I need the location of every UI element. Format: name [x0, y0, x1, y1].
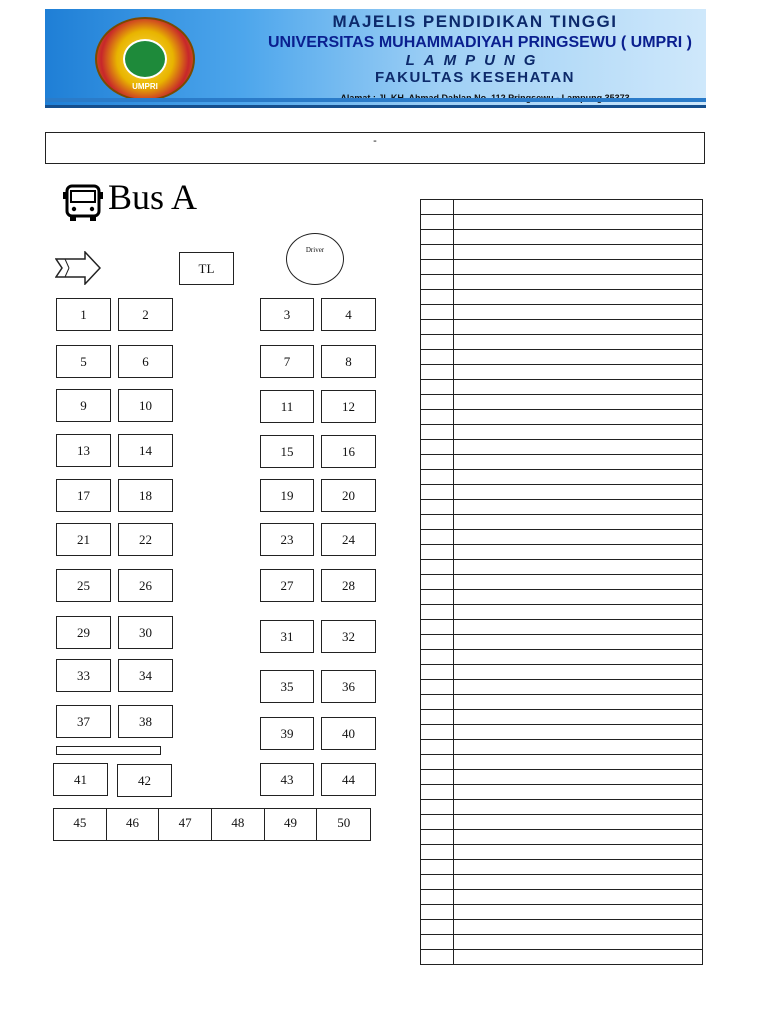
seat-37[interactable]: 37	[56, 705, 111, 738]
name-cell[interactable]	[454, 260, 703, 275]
seat-19[interactable]: 19	[260, 479, 314, 512]
seat-50[interactable]: 50	[337, 815, 351, 830]
name-cell[interactable]	[454, 230, 703, 245]
name-cell[interactable]	[454, 935, 703, 950]
number-cell[interactable]	[421, 545, 454, 560]
name-cell[interactable]	[454, 290, 703, 305]
table-row	[421, 695, 703, 710]
name-cell[interactable]	[454, 485, 703, 500]
seat-10[interactable]: 10	[118, 389, 173, 422]
header-line-4: FAKULTAS KESEHATAN	[374, 69, 576, 86]
table-row	[421, 515, 703, 530]
number-cell[interactable]	[421, 755, 454, 770]
number-cell[interactable]	[421, 860, 454, 875]
passenger-list-table	[420, 199, 703, 965]
number-cell[interactable]	[421, 680, 454, 695]
name-cell[interactable]	[454, 815, 703, 830]
seat-27[interactable]: 27	[260, 569, 314, 602]
number-cell[interactable]	[421, 950, 454, 965]
table-row	[421, 335, 703, 350]
name-cell[interactable]	[454, 950, 703, 965]
name-cell[interactable]	[454, 905, 703, 920]
number-cell[interactable]	[421, 725, 454, 740]
seat-5[interactable]: 5	[56, 345, 111, 378]
number-cell[interactable]	[421, 230, 454, 245]
seat-44[interactable]: 44	[321, 763, 376, 796]
name-cell[interactable]	[454, 920, 703, 935]
number-cell[interactable]	[421, 215, 454, 230]
name-cell[interactable]	[454, 440, 703, 455]
number-cell[interactable]	[421, 395, 454, 410]
table-row	[421, 485, 703, 500]
table-row	[421, 365, 703, 380]
name-cell[interactable]	[454, 350, 703, 365]
name-cell[interactable]	[454, 635, 703, 650]
name-cell[interactable]	[454, 650, 703, 665]
name-cell[interactable]	[454, 560, 703, 575]
seat-32[interactable]: 32	[321, 620, 376, 653]
name-cell[interactable]	[454, 395, 703, 410]
name-cell[interactable]	[454, 875, 703, 890]
seat-9[interactable]: 9	[56, 389, 111, 422]
table-row	[421, 245, 703, 260]
logo-emblem-icon	[123, 39, 167, 79]
back-row	[53, 808, 371, 841]
table-row	[421, 680, 703, 695]
seat-48[interactable]: 48	[212, 809, 265, 840]
name-cell[interactable]	[454, 725, 703, 740]
number-cell[interactable]	[421, 455, 454, 470]
seat-45[interactable]: 45	[54, 809, 107, 840]
table-row	[421, 935, 703, 950]
number-cell[interactable]	[421, 920, 454, 935]
door-bar	[56, 746, 161, 755]
name-cell[interactable]	[454, 710, 703, 725]
driver-seat: Driver	[286, 233, 344, 285]
seat-3[interactable]: 3	[260, 298, 314, 331]
seat-30[interactable]: 30	[118, 616, 173, 649]
seat-2[interactable]: 2	[118, 298, 173, 331]
number-cell[interactable]	[421, 500, 454, 515]
seat-1[interactable]: 1	[56, 298, 111, 331]
name-cell[interactable]	[454, 800, 703, 815]
seat-6[interactable]: 6	[118, 345, 173, 378]
name-cell[interactable]	[454, 380, 703, 395]
table-row	[421, 755, 703, 770]
bus-title: Bus A	[108, 177, 198, 217]
number-cell[interactable]	[421, 770, 454, 785]
table-row	[421, 560, 703, 575]
number-cell[interactable]	[421, 305, 454, 320]
seat-38[interactable]: 38	[118, 705, 173, 738]
number-cell[interactable]	[421, 200, 454, 215]
name-cell[interactable]	[454, 245, 703, 260]
number-cell[interactable]	[421, 260, 454, 275]
name-cell[interactable]	[454, 200, 703, 215]
number-cell[interactable]	[421, 935, 454, 950]
table-row	[421, 725, 703, 740]
name-cell[interactable]	[454, 215, 703, 230]
seat-26[interactable]: 26	[118, 569, 173, 602]
table-row	[421, 500, 703, 515]
number-cell[interactable]	[421, 515, 454, 530]
name-cell[interactable]	[454, 545, 703, 560]
number-cell[interactable]	[421, 410, 454, 425]
seat-41[interactable]: 41	[53, 763, 108, 796]
table-row	[421, 470, 703, 485]
header-line-3: LAMPUNG	[405, 52, 545, 69]
name-cell[interactable]	[454, 275, 703, 290]
number-cell[interactable]	[421, 575, 454, 590]
seat-17[interactable]: 17	[56, 479, 111, 512]
seat-15[interactable]: 15	[260, 435, 314, 468]
table-row	[421, 260, 703, 275]
name-cell[interactable]	[454, 740, 703, 755]
seat-18[interactable]: 18	[118, 479, 173, 512]
name-cell[interactable]	[454, 365, 703, 380]
number-cell[interactable]	[421, 470, 454, 485]
name-cell[interactable]	[454, 590, 703, 605]
table-row	[421, 395, 703, 410]
table-row	[421, 200, 703, 215]
name-cell[interactable]	[454, 320, 703, 335]
number-cell[interactable]	[421, 350, 454, 365]
number-cell[interactable]	[421, 635, 454, 650]
number-cell[interactable]	[421, 890, 454, 905]
seat-7[interactable]: 7	[260, 345, 314, 378]
header-banner	[45, 9, 706, 108]
number-cell[interactable]	[421, 275, 454, 290]
name-cell[interactable]	[454, 785, 703, 800]
table-row	[421, 770, 703, 785]
seat-34[interactable]: 34	[118, 659, 173, 692]
table-row	[421, 635, 703, 650]
table-row	[421, 785, 703, 800]
number-cell[interactable]	[421, 905, 454, 920]
seat-4[interactable]: 4	[321, 298, 376, 331]
number-cell[interactable]	[421, 485, 454, 500]
seat-47[interactable]: 47	[159, 809, 212, 840]
table-row	[421, 620, 703, 635]
seat-40[interactable]: 40	[321, 717, 376, 750]
number-cell[interactable]	[421, 245, 454, 260]
name-cell[interactable]	[454, 695, 703, 710]
table-row	[421, 860, 703, 875]
number-cell[interactable]	[421, 875, 454, 890]
seat-23[interactable]: 23	[260, 523, 314, 556]
name-cell[interactable]	[454, 470, 703, 485]
seat-13[interactable]: 13	[56, 434, 111, 467]
seat-31[interactable]: 31	[260, 620, 314, 653]
name-cell[interactable]	[454, 530, 703, 545]
bus-icon	[62, 184, 104, 222]
seat-12[interactable]: 12	[321, 390, 376, 423]
name-cell[interactable]	[454, 830, 703, 845]
table-row	[421, 350, 703, 365]
seat-11[interactable]: 11	[260, 390, 314, 423]
seat-20[interactable]: 20	[321, 479, 376, 512]
seat-49[interactable]: 49	[265, 809, 318, 840]
name-cell[interactable]	[454, 410, 703, 425]
number-cell[interactable]	[421, 290, 454, 305]
table-row	[421, 875, 703, 890]
number-cell[interactable]	[421, 320, 454, 335]
number-cell[interactable]	[421, 800, 454, 815]
banner-divider	[45, 98, 706, 102]
table-row	[421, 905, 703, 920]
number-cell[interactable]	[421, 530, 454, 545]
name-cell[interactable]	[454, 680, 703, 695]
name-cell[interactable]	[454, 425, 703, 440]
name-cell[interactable]	[454, 770, 703, 785]
table-row	[421, 920, 703, 935]
number-cell[interactable]	[421, 845, 454, 860]
number-cell[interactable]	[421, 440, 454, 455]
table-row	[421, 845, 703, 860]
seat-22[interactable]: 22	[118, 523, 173, 556]
table-row	[421, 440, 703, 455]
table-row	[421, 815, 703, 830]
table-row	[421, 650, 703, 665]
table-row	[421, 530, 703, 545]
table-row	[421, 575, 703, 590]
seat-29[interactable]: 29	[56, 616, 111, 649]
seat-16[interactable]: 16	[321, 435, 376, 468]
name-cell[interactable]	[454, 575, 703, 590]
table-row	[421, 665, 703, 680]
number-cell[interactable]	[421, 605, 454, 620]
university-logo	[95, 17, 195, 101]
number-cell[interactable]	[421, 560, 454, 575]
seat-42[interactable]: 42	[117, 764, 172, 797]
number-cell[interactable]	[421, 710, 454, 725]
table-row	[421, 320, 703, 335]
number-cell[interactable]	[421, 740, 454, 755]
name-cell[interactable]	[454, 305, 703, 320]
seat-39[interactable]: 39	[260, 717, 314, 750]
table-row	[421, 830, 703, 845]
number-cell[interactable]	[421, 815, 454, 830]
number-cell[interactable]	[421, 590, 454, 605]
table-row	[421, 380, 703, 395]
table-row	[421, 605, 703, 620]
table-row	[421, 455, 703, 470]
number-cell[interactable]	[421, 785, 454, 800]
seat-25[interactable]: 25	[56, 569, 111, 602]
name-cell[interactable]	[454, 620, 703, 635]
seat-46[interactable]: 46	[107, 809, 160, 840]
number-cell[interactable]	[421, 380, 454, 395]
table-row	[421, 275, 703, 290]
seat-36[interactable]: 36	[321, 670, 376, 703]
table-row	[421, 215, 703, 230]
arrow-right-icon	[55, 251, 101, 285]
seat-8[interactable]: 8	[321, 345, 376, 378]
table-row	[421, 545, 703, 560]
banner-divider-dark	[45, 105, 706, 108]
table-row	[421, 890, 703, 905]
seat-43[interactable]: 43	[260, 763, 314, 796]
seat-24[interactable]: 24	[321, 523, 376, 556]
name-cell[interactable]	[454, 605, 703, 620]
name-cell[interactable]	[454, 890, 703, 905]
number-cell[interactable]	[421, 695, 454, 710]
toilet-box: TL	[179, 252, 234, 285]
name-cell[interactable]	[454, 845, 703, 860]
name-cell[interactable]	[454, 665, 703, 680]
seat-28[interactable]: 28	[321, 569, 376, 602]
number-cell[interactable]	[421, 335, 454, 350]
name-cell[interactable]	[454, 515, 703, 530]
table-row	[421, 950, 703, 965]
seat-14[interactable]: 14	[118, 434, 173, 467]
name-cell[interactable]	[454, 860, 703, 875]
logo-text: UMPRI	[132, 82, 158, 91]
table-row	[421, 410, 703, 425]
table-row	[421, 740, 703, 755]
seat-33[interactable]: 33	[56, 659, 111, 692]
name-cell[interactable]	[454, 755, 703, 770]
name-cell[interactable]	[454, 335, 703, 350]
table-row	[421, 800, 703, 815]
number-cell[interactable]	[421, 620, 454, 635]
number-cell[interactable]	[421, 425, 454, 440]
number-cell[interactable]	[421, 365, 454, 380]
table-row	[421, 425, 703, 440]
table-row	[421, 230, 703, 245]
table-row	[421, 305, 703, 320]
table-row	[421, 710, 703, 725]
number-cell[interactable]	[421, 650, 454, 665]
table-row	[421, 590, 703, 605]
seat-35[interactable]: 35	[260, 670, 314, 703]
name-cell[interactable]	[454, 500, 703, 515]
header-line-1: MAJELIS PENDIDIKAN TINGGI	[332, 12, 618, 31]
number-cell[interactable]	[421, 830, 454, 845]
header-line-2: UNIVERSITAS MUHAMMADIYAH PRINGSEWU ( UMPRI )	[267, 34, 692, 51]
name-cell[interactable]	[454, 455, 703, 470]
seat-21[interactable]: 21	[56, 523, 111, 556]
title-box: -	[45, 132, 705, 164]
number-cell[interactable]	[421, 665, 454, 680]
table-row	[421, 290, 703, 305]
